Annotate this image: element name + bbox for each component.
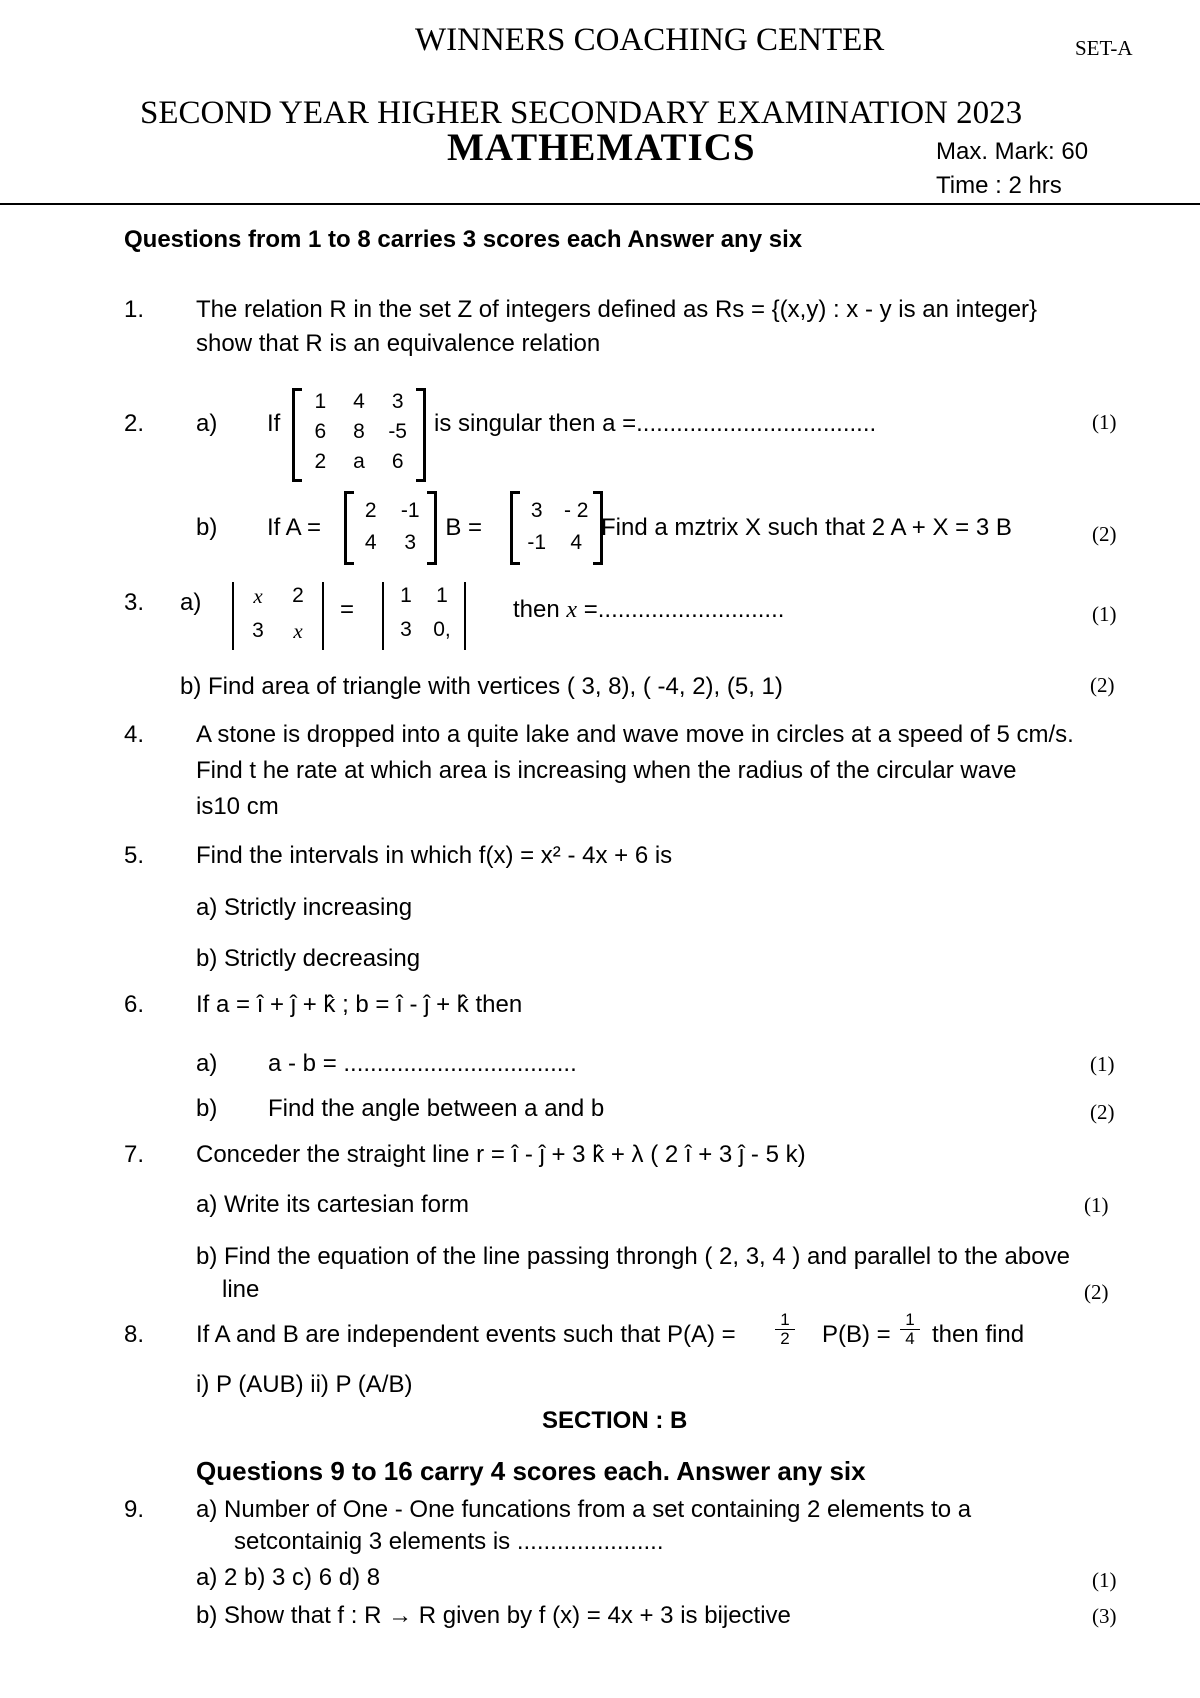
q7b-text-line1: b) Find the equation of the line passing throngh ( 2, 3, 4 ) and parallel to the above — [196, 1243, 1070, 1270]
q8-fraction-pb: 1 4 — [897, 1311, 923, 1348]
q9a-text-line2: setcontainig 3 elements is ...................... — [234, 1528, 664, 1555]
matrix-cell: 3 — [400, 618, 412, 641]
q2a-label: a) — [196, 410, 218, 437]
question-number: 5. — [124, 842, 145, 869]
q2b-separator: ; B = — [432, 514, 483, 541]
q6a-mark: (1) — [1090, 1052, 1115, 1076]
q2a-if: If — [267, 410, 281, 437]
q2a-text: is singular then a =.................................... — [434, 410, 877, 437]
matrix-cell: 4 — [570, 531, 583, 554]
q2b-text: Find a mztrix X such that 2 A + X = 3 B — [601, 514, 1012, 541]
q3a-determinant-right — [382, 582, 466, 650]
q2a-mark: (1) — [1092, 410, 1117, 434]
matrix-cell: a — [353, 450, 365, 473]
q2b-matrix-b — [510, 493, 603, 563]
q2b-label: b) — [196, 514, 218, 541]
matrix-cell: 0, — [433, 618, 451, 641]
time-allowed: Time : 2 hrs — [936, 172, 1062, 199]
q8-text-part2: P(B) = — [822, 1321, 891, 1348]
matrix-cell: 8 — [353, 420, 365, 443]
q6b-label: b) — [196, 1095, 218, 1122]
matrix-cell: 3 — [391, 390, 404, 413]
matrix-cell: - 2 — [563, 499, 589, 522]
question-number: 3. — [124, 589, 145, 616]
matrix-cell: 2 — [364, 499, 377, 522]
q9a-text-line1: a) Number of One - One funcations from a set containing 2 elements to a — [196, 1496, 972, 1523]
matrix-cell: 1 — [400, 584, 412, 607]
institute-name: WINNERS COACHING CENTER — [415, 22, 885, 58]
set-label: SET-A — [1075, 36, 1133, 60]
q6a-text: a - b = ................................... — [268, 1050, 577, 1077]
q4-text-line2: Find t he rate at which area is increasing when the radius of the circular wave — [196, 757, 1017, 784]
q8-text-part3: then find — [932, 1321, 1025, 1348]
q7b-text-line2: line — [222, 1276, 260, 1303]
question-number: 1. — [124, 296, 145, 323]
q5a-text: a) Strictly increasing — [196, 894, 413, 921]
q3b-mark: (2) — [1090, 673, 1115, 697]
q7-text: Conceder the straight line r = î - ĵ + 3 k̂ + λ ( 2 î + 3 ĵ - 5 k) — [196, 1141, 806, 1168]
q3a-mark: (1) — [1092, 602, 1117, 626]
max-mark: Max. Mark: 60 — [936, 138, 1089, 165]
matrix-cell: -1 — [400, 499, 420, 522]
matrix-cell: 3 — [530, 499, 543, 522]
q8-subparts: i) P (AUB) ii) P (A/B) — [196, 1371, 413, 1398]
matrix-cell: 2 — [314, 450, 327, 473]
header-divider — [0, 203, 1200, 205]
q3a-text: then x =............................ — [513, 596, 785, 623]
q8-fraction-pa: 1 2 — [772, 1311, 798, 1348]
q2b-if: If A = — [267, 514, 322, 541]
q1-text-line1: The relation R in the set Z of integers defined as Rs = {(x,y) : x - y is an integer} — [196, 296, 1038, 323]
q6-text: If a = î + ĵ + k̂ ; b = î - ĵ + k̂ then — [196, 991, 523, 1018]
q3a-equals: = — [340, 596, 355, 623]
q6a-label: a) — [196, 1050, 218, 1077]
matrix-cell: x — [293, 619, 303, 643]
matrix-cell: 1 — [314, 390, 327, 413]
q9b-mark: (3) — [1092, 1604, 1117, 1628]
matrix-cell: 3 — [252, 619, 264, 642]
matrix-cell: 1 — [436, 584, 448, 607]
question-number: 2. — [124, 410, 145, 437]
exam-title: SECOND YEAR HIGHER SECONDARY EXAMINATION 2023 — [140, 95, 1023, 131]
matrix-cell: -1 — [527, 531, 547, 554]
q1-text-line2: show that R is an equivalence relation — [196, 330, 601, 357]
question-number: 6. — [124, 991, 145, 1018]
q2b-mark: (2) — [1092, 522, 1117, 546]
q3a-label: a) — [180, 589, 202, 616]
q8-text-part1: If A and B are independent events such that P(A) = — [196, 1321, 736, 1348]
subject-title: MATHEMATICS — [447, 126, 756, 169]
section-b-title: SECTION : B — [542, 1407, 688, 1434]
question-number: 7. — [124, 1141, 145, 1168]
q6b-text: Find the angle between a and b — [268, 1095, 605, 1122]
question-number: 9. — [124, 1496, 145, 1523]
q6b-mark: (2) — [1090, 1100, 1115, 1124]
matrix-cell: -5 — [388, 420, 407, 443]
q9b-text: b) Show that f : R → R given by f (x) = 4x + 3 is bijective — [196, 1602, 791, 1629]
q5b-text: b) Strictly decreasing — [196, 945, 421, 972]
matrix-cell: 6 — [391, 450, 404, 473]
q7b-mark: (2) — [1084, 1280, 1109, 1304]
q2b-matrix-a — [344, 493, 437, 563]
q5-text: Find the intervals in which f(x) = x² - 4x + 6 is — [196, 842, 673, 869]
question-number: 4. — [124, 721, 145, 748]
q3a-determinant-left — [232, 582, 324, 650]
matrix-cell: 4 — [364, 531, 377, 554]
matrix-cell: 6 — [314, 420, 327, 443]
matrix-cell: 2 — [292, 584, 304, 607]
q9a-options: a) 2 b) 3 c) 6 d) 8 — [196, 1564, 381, 1591]
matrix-cell: x — [253, 584, 263, 608]
matrix-cell: 4 — [353, 390, 365, 413]
q3b-text: b) Find area of triangle with vertices ( 3, 8), ( -4, 2), (5, 1) — [180, 673, 783, 700]
section-a-instruction: Questions from 1 to 8 carries 3 scores each Answer any six — [124, 226, 803, 253]
q4-text-line3: is10 cm — [196, 793, 279, 820]
section-b-instruction: Questions 9 to 16 carry 4 scores each. Answer any six — [196, 1456, 866, 1486]
question-number: 8. — [124, 1321, 145, 1348]
q4-text-line1: A stone is dropped into a quite lake and wave move in circles at a speed of 5 cm/s. — [196, 721, 1074, 748]
q2a-matrix — [292, 390, 426, 480]
q7a-mark: (1) — [1084, 1193, 1109, 1217]
q9a-mark: (1) — [1092, 1568, 1117, 1592]
matrix-cell: 3 — [404, 531, 417, 554]
q7a-text: a) Write its cartesian form — [196, 1191, 469, 1218]
